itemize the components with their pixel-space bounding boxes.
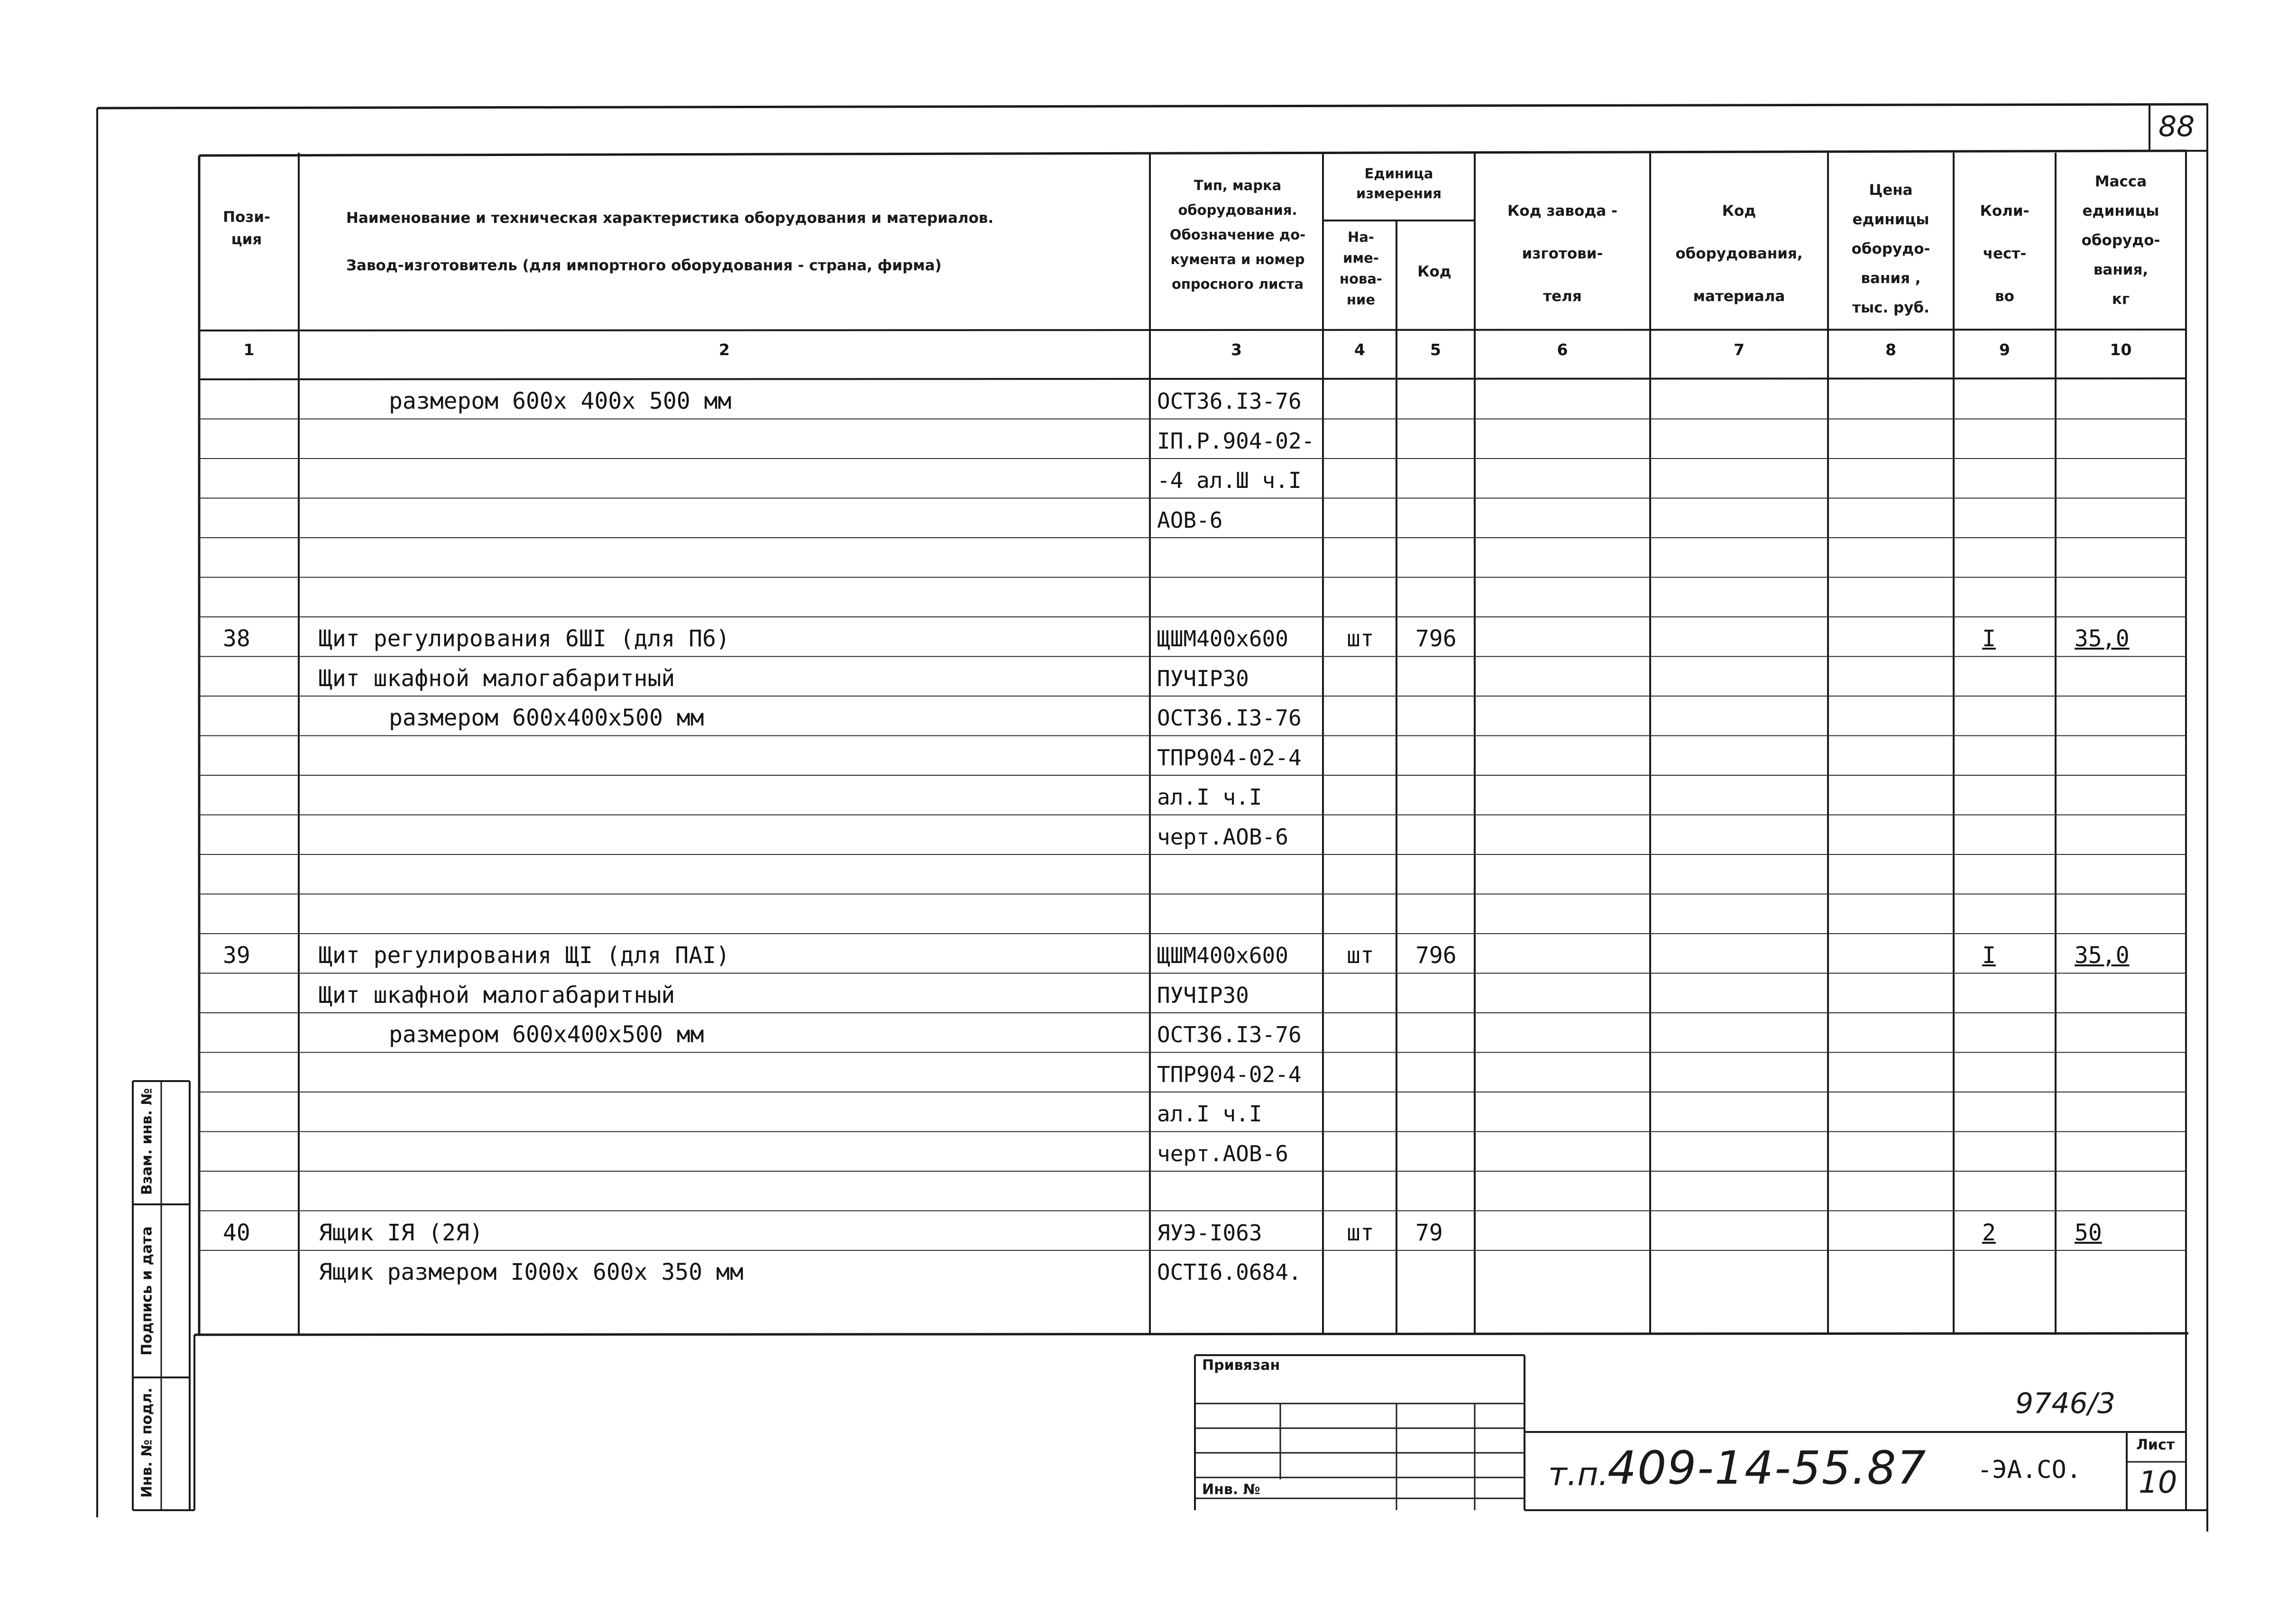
header-unit-group: Единица измерения — [1356, 165, 1442, 202]
drawing-suffix: -ЭА.СО. — [1977, 1456, 2082, 1484]
header-position: Пози- ция — [223, 209, 270, 248]
row-type: IП.Р.904-02- — [1157, 428, 1315, 454]
row-name: размером 600х 400х 500 мм — [389, 388, 732, 414]
row-type: ТПР904-02-4 — [1157, 1061, 1302, 1087]
row-name: размером 600х400х500 мм — [389, 705, 704, 731]
column-number: 1 — [243, 340, 255, 359]
stamp-replaced-inv: Взам. инв. № — [138, 1088, 156, 1195]
row-name: Ящик IЯ (2Я) — [319, 1219, 483, 1246]
row-type: черт.АОВ-6 — [1157, 1140, 1288, 1166]
row-name: размером 600х400х500 мм — [389, 1021, 704, 1048]
attached-label: Привязан — [1202, 1357, 1280, 1374]
row-unit: шт — [1347, 1219, 1374, 1246]
header-unit-code: Код — [1417, 263, 1451, 280]
sheet-label: Лист — [2136, 1437, 2175, 1453]
row-type: ОСТ36.I3-76 — [1157, 388, 1302, 414]
row-type: ОСТ36.I3-76 — [1157, 705, 1302, 731]
row-position: 40 — [223, 1219, 250, 1246]
row-name: Щит шкафной малогабаритный — [319, 665, 675, 692]
row-type: ЩШМ400х600 — [1157, 626, 1288, 651]
row-name: Щит шкафной малогабаритный — [319, 982, 675, 1009]
header-equipment-code: Код оборудования, материала — [1675, 202, 1803, 305]
stamp-signature-date: Подпись и дата — [138, 1226, 156, 1356]
column-number: 4 — [1354, 340, 1365, 359]
column-number: 6 — [1557, 340, 1568, 359]
row-type: ЯУЭ-I063 — [1157, 1220, 1262, 1246]
drawing-prefix: т.п. — [1548, 1456, 1609, 1493]
header-unit-name: На- име- нова- ние — [1340, 229, 1382, 308]
sheet-value: 10 — [2139, 1465, 2177, 1500]
column-number: 7 — [1734, 340, 1745, 359]
row-unit: шт — [1347, 942, 1374, 969]
row-type: ОСТI6.0684. — [1157, 1259, 1302, 1285]
row-type: ал.I ч.I — [1157, 784, 1262, 810]
header-plant-code: Код завода - изготови- теля — [1507, 202, 1617, 305]
drawing-number: 409-14-55.87 — [1607, 1441, 1927, 1495]
column-number: 10 — [2110, 340, 2132, 359]
row-type: ПУЧIР30 — [1157, 665, 1249, 691]
row-mass: 35,0 — [2075, 942, 2130, 969]
row-quantity: I — [1982, 625, 1996, 652]
header-unit-price: Цена единицы оборудо- вания , тыс. руб. — [1851, 182, 1930, 316]
column-number: 2 — [719, 340, 730, 359]
row-unit-code: 79 — [1415, 1219, 1443, 1246]
column-number: 9 — [1999, 340, 2010, 359]
row-unit: шт — [1347, 625, 1374, 652]
row-mass: 35,0 — [2075, 625, 2130, 652]
row-name: Щит регулирования ЩI (для ПАI) — [319, 942, 730, 969]
row-type: -4 ал.Ш ч.I — [1157, 468, 1302, 493]
column-number: 8 — [1885, 340, 1896, 359]
row-type: ОСТ36.I3-76 — [1157, 1022, 1302, 1047]
row-position: 38 — [223, 625, 250, 652]
row-unit-code: 796 — [1415, 942, 1457, 969]
column-number: 3 — [1231, 340, 1242, 359]
row-unit-code: 796 — [1415, 625, 1457, 652]
row-type: ал.I ч.I — [1157, 1101, 1262, 1127]
row-quantity: 2 — [1982, 1219, 1996, 1246]
row-quantity: I — [1982, 942, 1996, 969]
row-type: ПУЧIР30 — [1157, 982, 1249, 1008]
column-number: 5 — [1430, 340, 1441, 359]
row-mass: 50 — [2075, 1219, 2102, 1246]
archive-number: 9746/3 — [2015, 1387, 2116, 1420]
header-name: Наименование и техническая характеристика оборудования и материалов. Завод-изготовитель (для импортного оборудования - страна, фирма) — [346, 210, 994, 274]
row-name: Ящик размером I000х 600х 350 мм — [319, 1259, 744, 1285]
inv-label: Инв. № — [1202, 1481, 1260, 1498]
row-type: ТПР904-02-4 — [1157, 744, 1302, 771]
header-quantity: Коли- чест- во — [1980, 202, 2030, 305]
top-sheet-number: 88 — [2158, 110, 2195, 143]
header-type: Тип, марка оборудования. Обозначение до- кумента и номер опросного листа — [1169, 177, 1306, 292]
row-type: ЩШМ400х600 — [1157, 943, 1288, 968]
row-position: 39 — [223, 942, 250, 969]
row-type: АОВ-6 — [1157, 507, 1223, 533]
header-mass: Масса единицы оборудо- вания, кг — [2081, 173, 2160, 308]
stamp-original-inv: Инв. № подл. — [138, 1387, 156, 1498]
row-type: черт.АОВ-6 — [1157, 824, 1288, 850]
row-name: Щит регулирования 6ШI (для П6) — [319, 625, 730, 652]
